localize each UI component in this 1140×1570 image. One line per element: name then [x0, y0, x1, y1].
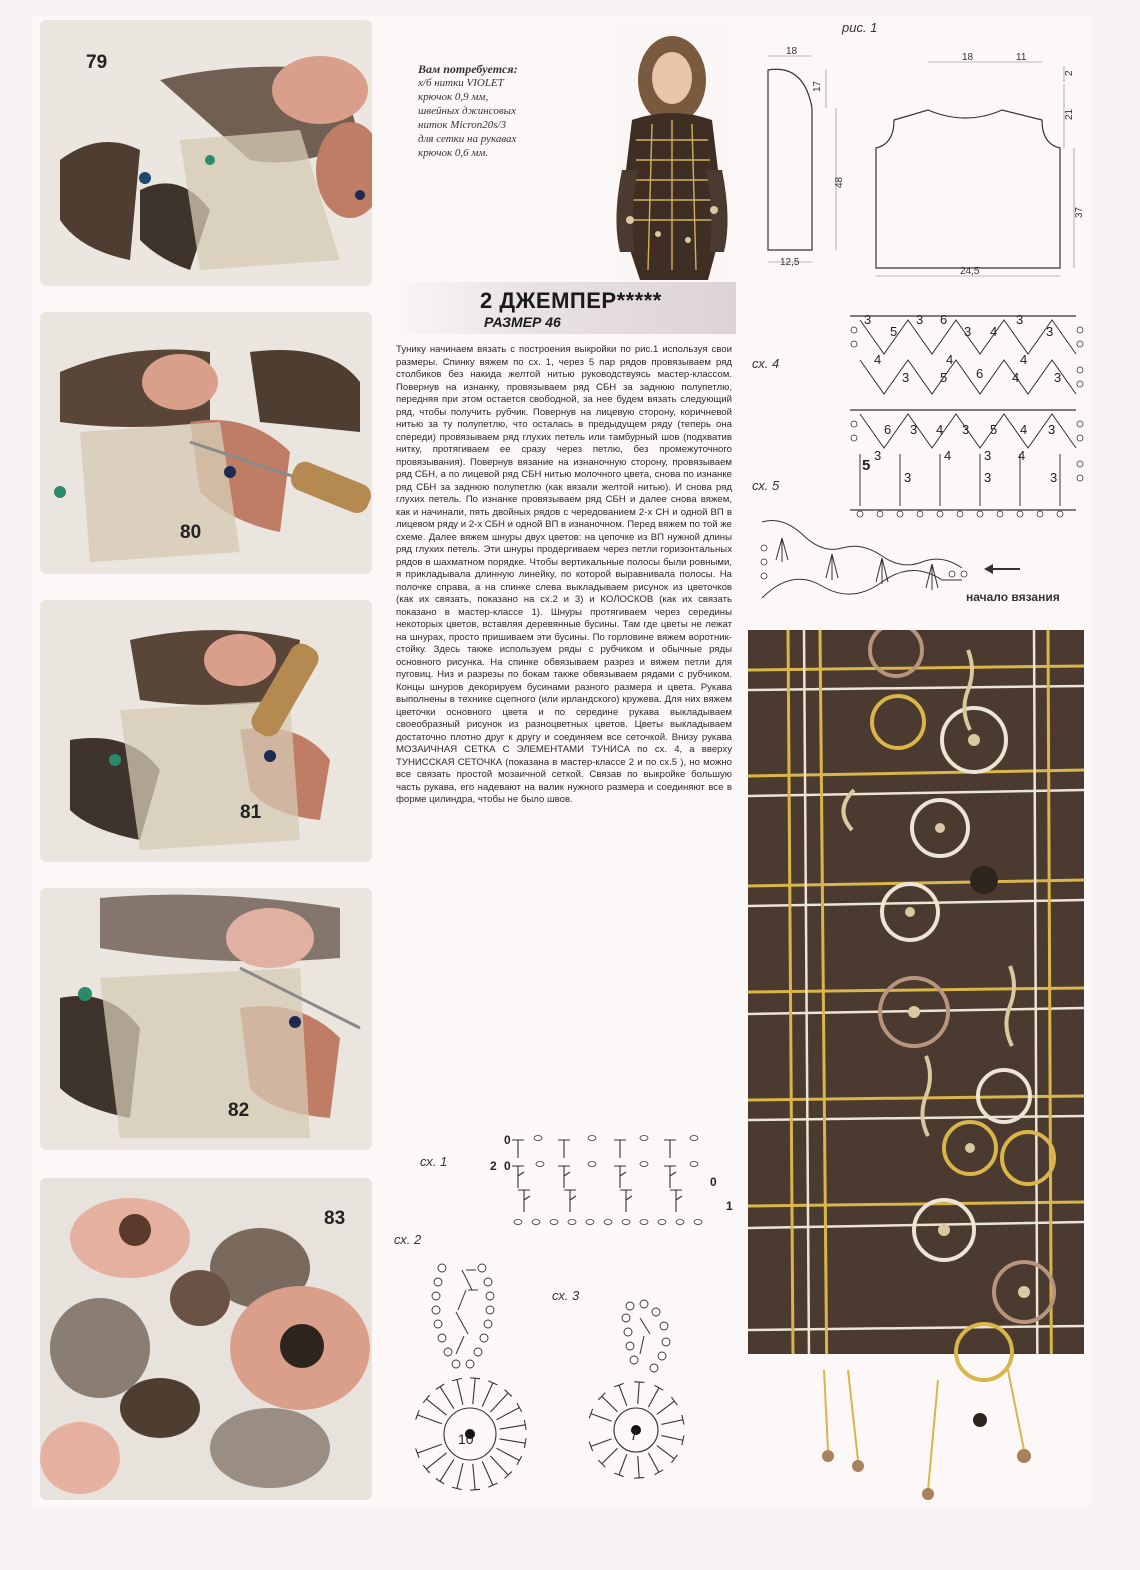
photo-81-image — [40, 600, 372, 862]
scheme-4-count: 3 — [902, 370, 910, 385]
scheme-4-count: 5 — [990, 422, 998, 437]
stitch-mark — [648, 1385, 663, 1407]
stitch-mark — [648, 1453, 663, 1475]
article-body: Тунику начинаем вязать с построения выкройки по рис.1 используя свои размеры. Спинку вяжем по сх. 1, через 5 пар рядов провязываем ряд столбиков без накида желтой нитью руководствуясь мастер-классом. Повернув на изнанку, провязываем ряд СБН за заднюю полупетлю, передняя при этом остается свободной, за нее будем вязать следующий ряд, чтобы получить рубчик. Повернув на лицевую сторону, коричневой нитью за ту полупетлю, что осталась в предыдущем ряду (теперь она спереди) провязываем ряд глухих петель или тамбурный шов (подхватив нитку, протягиваем ее сразу через петлю, без промежуточного провязывания). Повернув вязание на изнаночную сторону, провязываем ряд СБН, а по лицевой ряд СБН нитью молочного цвета, снова по изнанке ряд СБН за заднюю полупетлю (как вязали желтой нитью). И снова ряд глухих петель. По изнанке провязываем ряд СБН и далее снова вяжем, как и начинали, пять двойных рядов с чередованием 2-х СН и одной ВП в лицевом ряду и 2-х СБН и одной ВП в изнаночном. Перед вяжем по той же схеме. Далее вяжем шнуры двух цветов: на цепочке из ВП нужной длины ряд глухих петель. Эти шнуры продергиваем через петли горизонтальных рядов в шахматном порядке. Чтобы вертикальные полосы были ровными, я прикладывала длинную линейку, по которой выравнивала полосы. На полочке справа, а на спинке слева выкладываем рисунок из цветочков (как их связать, показано на сх.2 и 3) и КОЛОСКОВ (как их связать показано в мастер-классе 1). Шнуры протягиваем через середины некоторых цветов, вставляя деревянные бусины. Там где цветы не лежат на шнурах, просто пришиваем эти бусины. По горловине вяжем воротник-стойку. Здесь также используем ряды с рубчиком и обычные ряды основного рисунка. На спинке обвязываем разрез и вяжем петли для пуговиц. Низ и разрезы по бокам также обвязываем рядами с рубчиком. Концы шнуров декорируем бусинами разного размера и цвета. Рукава выполнены в технике сцепного (или ирландского) кружева. Для них вяжем цветочки основного цвета и по середине рукава выкладываем своеобразный рисунок из разноцветных цветов. Цветы выкладываем достаточно плотно друг к другу и соединяем все сеточкой. Внизу рукава МОЗАИЧНАЯ СЕТКА С ЭЛЕМЕНТАМИ ТУНИСА по сх. 4, а вверху ТУНИССКАЯ СЕТОЧКА (показана в мастер-классе 2 и по сх.5 ), но можно все связать простой мозаичной сеткой. Связав по выкройке большую часть рукава, его надевают на валик нужного размера и соединяют все в форме цилиндра, чтобы не было швов. — [396, 344, 732, 805]
scheme-1-row-number: 2 — [490, 1159, 497, 1173]
scheme-4-count: 3 — [984, 470, 992, 485]
step-number: 80 — [180, 522, 202, 543]
scheme-4-count: 4 — [874, 352, 882, 367]
pattern-drawing — [756, 40, 1086, 280]
materials-line: ниток Micron20s/3 — [418, 119, 507, 131]
scheme-4-row-number: 5 — [862, 457, 871, 474]
scheme-4-diagram — [840, 300, 1084, 522]
stitch-mark — [452, 1378, 463, 1404]
photo-82-image — [40, 888, 372, 1150]
scheme-2-center-count: 10 — [458, 1431, 474, 1447]
scheme-4-count: 3 — [910, 422, 918, 437]
sleeve-outline — [768, 69, 812, 250]
step-number: 79 — [86, 52, 108, 73]
sleeve-cap-dim: 17 — [812, 80, 823, 92]
materials-line: крючок 0,6 мм. — [418, 147, 489, 159]
step-photo-80 — [40, 312, 372, 574]
article-title: 2 ДЖЕМПЕР***** — [480, 288, 662, 313]
pattern-label: рис. 1 — [842, 20, 878, 35]
scheme-4-count: 3 — [904, 470, 912, 485]
stitch-mark — [496, 1448, 521, 1465]
scheme-4-count: 4 — [1020, 352, 1028, 367]
scheme-1-row-number: 0 — [504, 1133, 511, 1147]
scheme-4-count: 6 — [976, 366, 984, 381]
shoulder-dim: 11 — [1016, 52, 1027, 63]
article-size: РАЗМЕР 46 — [484, 314, 561, 330]
materials-line: х/б нитки VIOLET — [418, 77, 504, 89]
photo-83-image — [40, 1178, 372, 1500]
stitch-mark — [416, 1444, 442, 1458]
step-photo-82 — [40, 888, 372, 1150]
stitch-mark — [589, 1439, 611, 1451]
knitting-start-label: начало вязания — [966, 590, 1060, 604]
stitch-mark — [500, 1420, 526, 1430]
step-photo-81 — [40, 600, 372, 862]
scheme-4-count: 4 — [1012, 370, 1020, 385]
materials-line: крючок 0,9 мм, — [418, 91, 489, 103]
stitch-mark — [657, 1397, 678, 1414]
sleeve-length-dim: 48 — [834, 176, 845, 188]
stitch-mark — [589, 1409, 611, 1421]
stitch-mark — [452, 1463, 463, 1489]
scheme-4-count: 4 — [1020, 422, 1028, 437]
stitch-mark — [598, 1448, 617, 1467]
scheme-4-count: 3 — [1016, 312, 1024, 327]
scheme-4-count: 5 — [940, 370, 948, 385]
stitch-mark — [490, 1456, 511, 1478]
garment-detail-image — [748, 630, 1084, 1504]
scheme-4-count: 4 — [990, 324, 998, 339]
stitch-mark — [423, 1453, 446, 1473]
stitch-mark — [661, 1435, 684, 1445]
scheme-3-label: сх. 3 — [552, 1288, 580, 1303]
scheme-4-count: 4 — [946, 352, 954, 367]
body-outline — [876, 110, 1060, 268]
stitch-mark — [470, 1378, 480, 1404]
scheme-4-label: сх. 4 — [752, 356, 780, 371]
scheme-4-count: 3 — [962, 422, 970, 437]
scheme-3-center-count: 7 — [630, 1427, 638, 1443]
scheme-2-label: сх. 2 — [394, 1232, 422, 1247]
scheme-4-count: 3 — [1048, 422, 1056, 437]
scheme-4-count: 3 — [964, 324, 972, 339]
materials-line: для сетки на рукавах — [418, 133, 517, 145]
scheme-4-count: 4 — [944, 448, 952, 463]
stitch-mark — [500, 1438, 526, 1448]
scheme-1-row-number: 0 — [504, 1159, 511, 1173]
step-number: 81 — [240, 802, 262, 823]
stitch-mark — [482, 1461, 497, 1487]
scheme-4-count: 6 — [884, 422, 892, 437]
scheme-4-count: 4 — [1018, 448, 1026, 463]
sleeve-top-dim: 18 — [786, 46, 798, 57]
scheme-1-label: сх. 1 — [420, 1154, 448, 1169]
armhole-dim: 21 — [1064, 108, 1075, 120]
neck-dim: 18 — [962, 52, 974, 63]
scheme-4-count: 3 — [1054, 370, 1062, 385]
drop-dim: 2 — [1064, 70, 1075, 76]
scheme-4-count: 5 — [890, 324, 898, 339]
scheme-1-row-number: 0 — [710, 1175, 717, 1189]
arrow-head-icon — [984, 564, 993, 574]
scheme-4-count: 3 — [916, 312, 924, 327]
scheme-1-diagram — [488, 1128, 740, 1232]
stitch-mark — [657, 1446, 678, 1463]
stitch-mark — [634, 1382, 644, 1404]
stitch-mark — [436, 1384, 454, 1409]
step-photo-83 — [40, 1178, 372, 1500]
stitch-mark — [634, 1456, 644, 1478]
scheme-5-diagram — [752, 508, 982, 614]
stitch-mark — [423, 1395, 446, 1415]
stitch-mark — [482, 1381, 497, 1407]
scheme-4-count: 3 — [984, 448, 992, 463]
stitch-mark — [416, 1410, 442, 1424]
stitch-mark — [496, 1403, 521, 1420]
scheme-4-count: 3 — [1050, 470, 1058, 485]
stitch-mark — [614, 1454, 626, 1476]
step-number: 82 — [228, 1100, 250, 1121]
materials-heading: Вам потребуется: — [418, 62, 518, 76]
sleeve-cuff-dim: 12,5 — [780, 257, 800, 268]
photo-80-image — [40, 312, 372, 574]
scheme-3-diagram — [570, 1290, 700, 1496]
stitch-mark — [490, 1390, 511, 1412]
scheme-5-label: сх. 5 — [752, 478, 780, 493]
width-dim: 24,5 — [960, 266, 980, 277]
side-dim: 37 — [1074, 206, 1085, 218]
garment-detail-photo — [748, 630, 1084, 1504]
stitch-mark — [436, 1459, 454, 1484]
scheme-4-count: 3 — [874, 448, 882, 463]
stitch-mark — [470, 1464, 480, 1490]
step-number: 83 — [324, 1208, 346, 1229]
materials-line: швейных джинсовых — [418, 105, 516, 117]
scheme-4-count: 3 — [1046, 324, 1054, 339]
scheme-2-diagram — [396, 1250, 546, 1504]
materials-list — [418, 62, 608, 160]
model-photo — [612, 20, 732, 280]
stitch-mark — [598, 1393, 617, 1412]
step-photo-79 — [40, 20, 372, 286]
scheme-4-count: 4 — [936, 422, 944, 437]
scheme-4-count: 6 — [940, 312, 948, 327]
scheme-1-row-number: 1 — [726, 1199, 733, 1213]
stitch-mark — [661, 1415, 684, 1425]
stitch-mark — [614, 1383, 626, 1405]
scheme-4-count: 3 — [864, 312, 872, 327]
